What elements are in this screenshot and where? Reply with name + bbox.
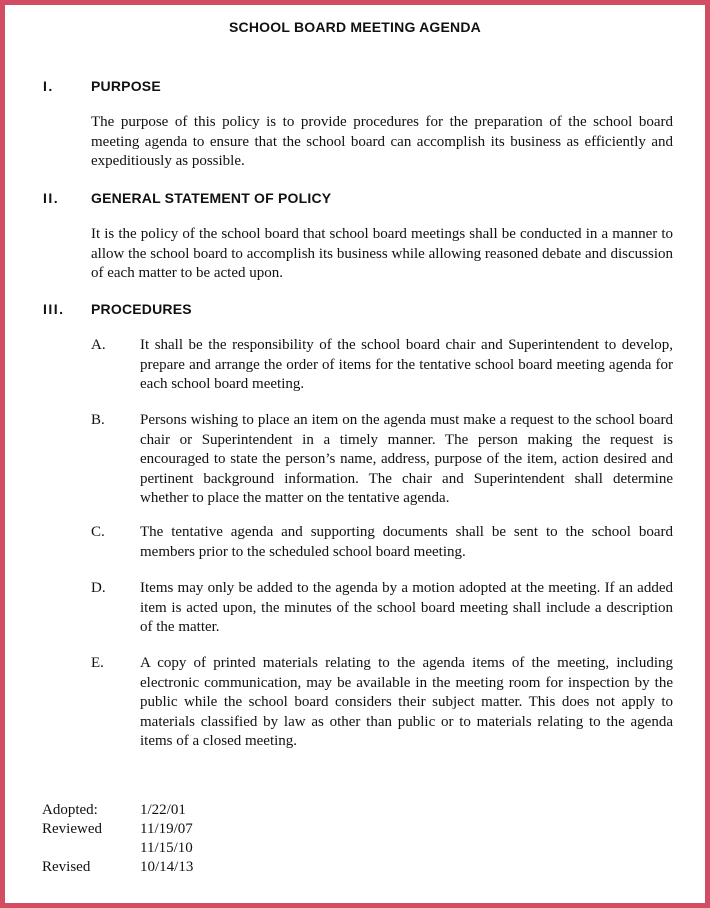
procedure-text: The tentative agenda and supporting documents shall be sent to the school board members prior to the scheduled school board meeting. <box>140 524 673 560</box>
section-heading-policy: GENERAL STATEMENT OF POLICY <box>91 190 332 206</box>
section-number: III. <box>43 301 65 317</box>
procedure-text: It shall be the responsibility of the school board chair and Superintendent to develop, prepare and arrange the order of items for the tentative school board meeting agenda for each school board meeting. <box>140 337 673 392</box>
history-date: 11/15/10 <box>140 840 193 856</box>
procedure-letter: B. <box>91 412 105 428</box>
section-heading-purpose: PURPOSE <box>91 78 161 94</box>
procedure-text: A copy of printed materials relating to the agenda items of the meeting, including electronic communication, may be available in the meeting room for inspection by the public while the school board considers their subject matter. This does not apply to materials classified by law as other than public or to materials relating to the agenda items of a closed meeting. <box>140 655 673 749</box>
history-label-adopted: Adopted: <box>42 802 98 818</box>
section-number: I. <box>43 78 54 94</box>
document-title: SCHOOL BOARD MEETING AGENDA <box>229 19 481 35</box>
procedure-text: Items may only be added to the agenda by a motion adopted at the meeting. If an added item is acted upon, the minutes of the school board meeting shall include a description of the matter. <box>140 580 673 635</box>
section-heading-procedures: PROCEDURES <box>91 301 192 317</box>
history-date: 11/19/07 <box>140 821 193 837</box>
section-policy-text: It is the policy of the school board that school board meetings shall be conducted in a manner to allow the school board to accomplish its business while allowing reasoned debate and discussion of each matter to be acted upon. <box>91 226 673 281</box>
section-purpose-text: The purpose of this policy is to provide procedures for the preparation of the school board meeting agenda to ensure that the school board can accomplish its business as efficiently and expeditiously as possible. <box>91 114 673 169</box>
history-label-revised: Revised <box>42 859 91 875</box>
procedure-text: Persons wishing to place an item on the agenda must make a request to the school board chair or Superintendent in a timely manner. The person making the request is encouraged to state the person’s name, address, purpose of the item, action desired and pertinent background information. The chair and Superintendent shall determine whether to place the matter on the tentative agenda. <box>140 412 673 506</box>
history-label-reviewed: Reviewed <box>42 821 102 837</box>
procedure-letter: D. <box>91 580 106 596</box>
procedure-letter: E. <box>91 655 104 671</box>
section-number: II. <box>43 190 60 206</box>
procedure-letter: A. <box>91 337 106 353</box>
procedure-letter: C. <box>91 524 105 540</box>
history-date: 10/14/13 <box>140 859 194 875</box>
history-date: 1/22/01 <box>140 802 186 818</box>
